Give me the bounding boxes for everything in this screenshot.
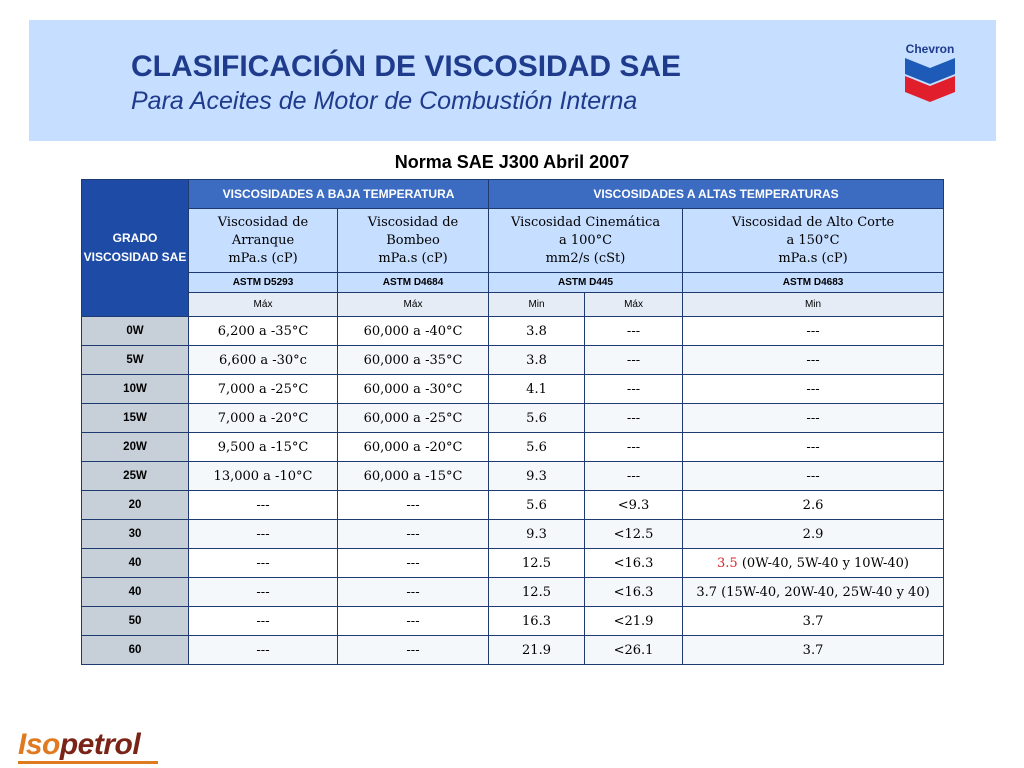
hths-cell: 2.9: [683, 520, 944, 549]
hths-cell: 3.7: [683, 607, 944, 636]
pumping-cell: 60,000 a -25°C: [338, 404, 489, 433]
kv-min-cell: 3.8: [489, 317, 585, 346]
kv-min-cell: 12.5: [489, 549, 585, 578]
cranking-cell: ---: [189, 607, 338, 636]
isopetrol-logo: Isopetrol: [18, 728, 141, 761]
chevron-logo-text: Chevron: [905, 42, 955, 56]
kv-max-cell: ---: [585, 404, 683, 433]
table-row: [82, 607, 944, 636]
cranking-cell: 6,600 a -30°c: [189, 346, 338, 375]
sub-header-cranking-max: Máx: [189, 293, 338, 317]
kv-min-cell: 5.6: [489, 491, 585, 520]
cranking-cell: ---: [189, 578, 338, 607]
kv-min-cell: 5.6: [489, 404, 585, 433]
grade-cell: 20W: [82, 433, 189, 462]
kv-max-cell: <9.3: [585, 491, 683, 520]
grade-cell: 40: [82, 578, 189, 607]
col-header-hths: Viscosidad de Alto Corte a 150°C mPa.s (cP): [683, 209, 944, 273]
kv-max-cell: <12.5: [585, 520, 683, 549]
table-row: [82, 520, 944, 549]
hths-cell: ---: [683, 317, 944, 346]
table-row: [82, 462, 944, 491]
grade-cell: 40: [82, 549, 189, 578]
pumping-cell: ---: [338, 491, 489, 520]
kv-min-cell: 4.1: [489, 375, 585, 404]
col-header-cranking: Viscosidad de Arranque mPa.s (cP): [189, 209, 338, 273]
grade-cell: 0W: [82, 317, 189, 346]
cranking-cell: 6,200 a -35°C: [189, 317, 338, 346]
hths-cell: 3.7: [683, 636, 944, 665]
pumping-cell: ---: [338, 520, 489, 549]
astm-pumping: ASTM D4684: [338, 273, 489, 293]
grade-cell: 15W: [82, 404, 189, 433]
kv-min-cell: 3.8: [489, 346, 585, 375]
grade-cell: 5W: [82, 346, 189, 375]
astm-cranking: ASTM D5293: [189, 273, 338, 293]
grade-cell: 25W: [82, 462, 189, 491]
viscosity-table: [81, 179, 944, 665]
kv-min-cell: 16.3: [489, 607, 585, 636]
kv-max-cell: ---: [585, 375, 683, 404]
pumping-cell: ---: [338, 549, 489, 578]
sub-header-kv-max: Máx: [585, 293, 683, 317]
astm-kinematic: ASTM D445: [489, 273, 683, 293]
hths-cell: ---: [683, 404, 944, 433]
pumping-cell: 60,000 a -20°C: [338, 433, 489, 462]
pumping-cell: 60,000 a -40°C: [338, 317, 489, 346]
cranking-cell: ---: [189, 636, 338, 665]
cranking-cell: 13,000 a -10°C: [189, 462, 338, 491]
high-temp-header: VISCOSIDADES A ALTAS TEMPERATURAS: [489, 180, 944, 209]
cranking-cell: ---: [189, 549, 338, 578]
pumping-cell: 60,000 a -15°C: [338, 462, 489, 491]
hths-note: (0W-40, 5W-40 y 10W-40): [737, 555, 910, 571]
pumping-cell: 60,000 a -30°C: [338, 375, 489, 404]
sub-header-hths-min: Min: [683, 293, 944, 317]
grade-cell: 30: [82, 520, 189, 549]
table-row: [82, 375, 944, 404]
kv-max-cell: <26.1: [585, 636, 683, 665]
cranking-cell: 7,000 a -25°C: [189, 375, 338, 404]
hths-cell: 3.7 (15W-40, 20W-40, 25W-40 y 40): [683, 578, 944, 607]
kv-min-cell: 12.5: [489, 578, 585, 607]
cranking-cell: ---: [189, 520, 338, 549]
table-row: [82, 317, 944, 346]
pumping-cell: ---: [338, 578, 489, 607]
isopetrol-logo-underline: [18, 761, 158, 764]
pumping-cell: ---: [338, 607, 489, 636]
table-row: [82, 578, 944, 607]
sub-header-pumping-max: Máx: [338, 293, 489, 317]
cranking-cell: 9,500 a -15°C: [189, 433, 338, 462]
page-title: CLASIFICACIÓN DE VISCOSIDAD SAE: [131, 50, 682, 83]
cranking-cell: 7,000 a -20°C: [189, 404, 338, 433]
kv-max-cell: ---: [585, 433, 683, 462]
hths-cell: ---: [683, 433, 944, 462]
kv-max-cell: ---: [585, 317, 683, 346]
kv-max-cell: <16.3: [585, 578, 683, 607]
hths-cell: 2.6: [683, 491, 944, 520]
col-header-kinematic: Viscosidad Cinemática a 100°C mm2/s (cSt): [489, 209, 683, 273]
kv-max-cell: <21.9: [585, 607, 683, 636]
cranking-cell: ---: [189, 491, 338, 520]
grade-cell: 20: [82, 491, 189, 520]
grade-cell: 10W: [82, 375, 189, 404]
page-subtitle: Para Aceites de Motor de Combustión Interna: [131, 87, 638, 115]
grade-cell: 60: [82, 636, 189, 665]
hths-cell: ---: [683, 346, 944, 375]
hths-highlight-value: 3.5: [717, 555, 738, 571]
sub-header-kv-min: Min: [489, 293, 585, 317]
table-row: [82, 636, 944, 665]
hths-cell: [683, 549, 944, 578]
grade-cell: 50: [82, 607, 189, 636]
astm-hths: ASTM D4683: [683, 273, 944, 293]
table-row: [82, 549, 944, 578]
kv-min-cell: 5.6: [489, 433, 585, 462]
table-row: [82, 404, 944, 433]
kv-max-cell: ---: [585, 346, 683, 375]
table-row: [82, 491, 944, 520]
table-row: [82, 346, 944, 375]
hths-cell: ---: [683, 375, 944, 404]
kv-min-cell: 9.3: [489, 520, 585, 549]
pumping-cell: 60,000 a -35°C: [338, 346, 489, 375]
grade-header: GRADO VISCOSIDAD SAE: [82, 180, 189, 317]
kv-min-cell: 21.9: [489, 636, 585, 665]
kv-min-cell: 9.3: [489, 462, 585, 491]
low-temp-header: VISCOSIDADES A BAJA TEMPERATURA: [189, 180, 489, 209]
pumping-cell: ---: [338, 636, 489, 665]
kv-max-cell: <16.3: [585, 549, 683, 578]
kv-max-cell: ---: [585, 462, 683, 491]
col-header-pumping: Viscosidad de Bombeo mPa.s (cP): [338, 209, 489, 273]
norma-heading: Norma SAE J300 Abril 2007: [394, 152, 630, 172]
table-row: [82, 433, 944, 462]
hths-cell: ---: [683, 462, 944, 491]
